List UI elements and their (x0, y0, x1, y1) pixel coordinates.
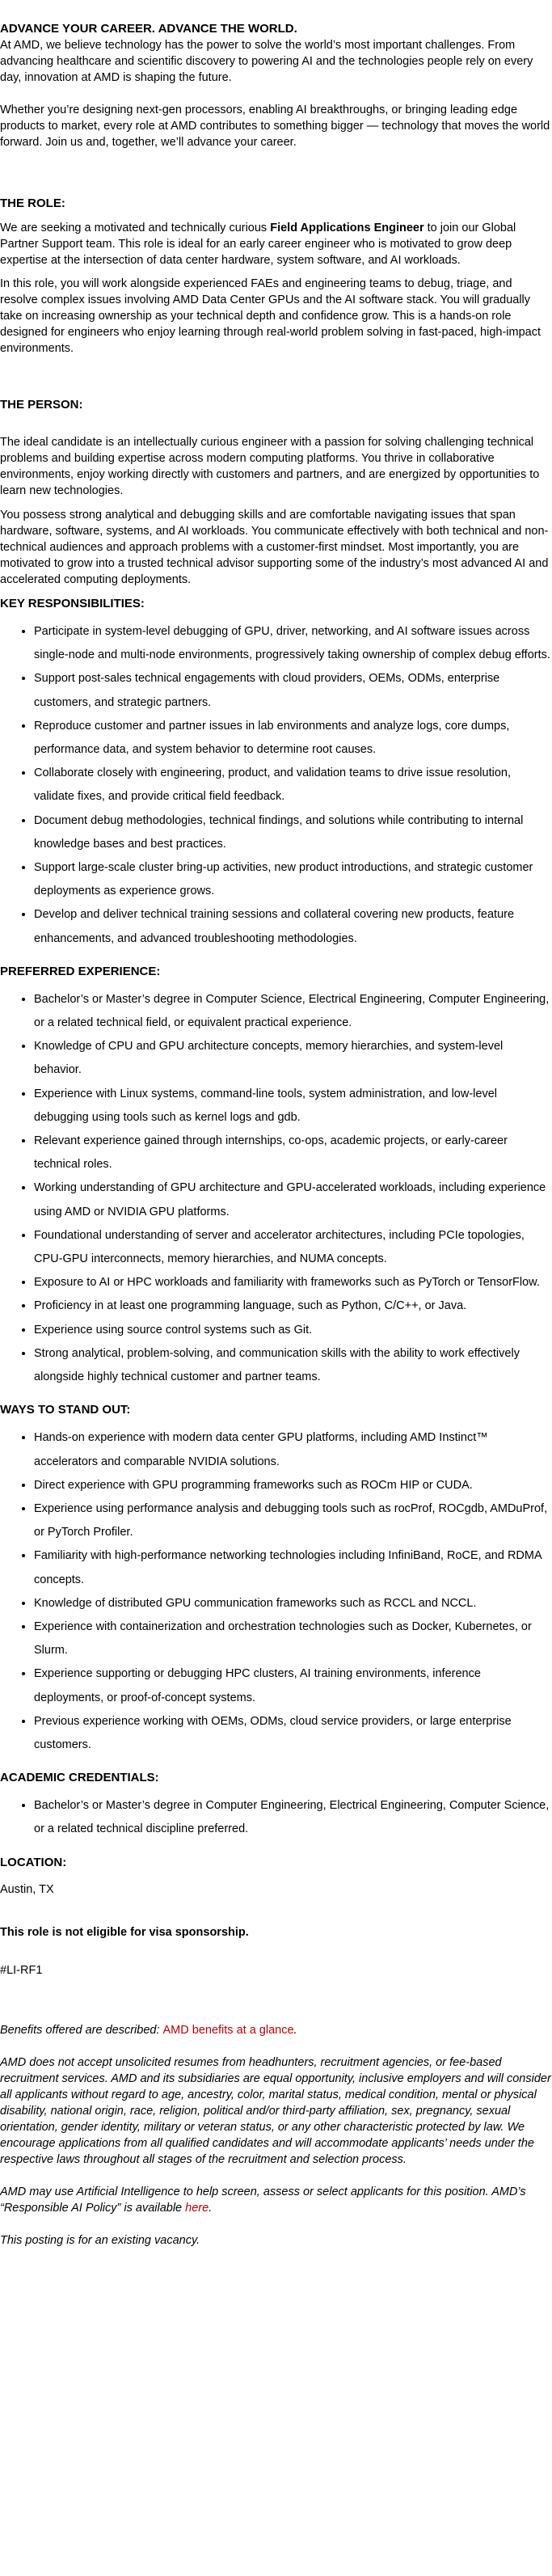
role-paragraph-1 (0, 220, 552, 268)
role-p1-before: We are seeking a motivated and technically curious (0, 222, 271, 234)
list-item: • Collaborate closely with engineering, product, and validation teams to drive issue resolution, validate fixes, and provide critical field feedback. (34, 762, 552, 809)
list-item: • Experience using performance analysis and debugging tools such as rocProf, ROCgdb, AMDuProf, or PyTorch Profiler. (34, 1497, 552, 1544)
list-item: • Knowledge of distributed GPU communication frameworks such as RCCL and NCCL. (34, 1592, 552, 1615)
list-item: • Experience supporting or debugging HPC clusters, AI training environments, inference deployments, or proof-of-concept systems. (34, 1662, 552, 1709)
ai-policy-link[interactable]: here (185, 2201, 209, 2215)
intro-heading: ADVANCE YOUR CAREER. ADVANCE THE WORLD. (0, 22, 297, 36)
location-heading: LOCATION: (0, 1855, 67, 1869)
list-item: • Relevant experience gained through internships, co-ops, academic projects, or early-career technical roles. (34, 1130, 552, 1176)
list-item: • Familiarity with high-performance networking technologies including InfiniBand, RoCE, and RDMA concepts. (34, 1544, 552, 1591)
person-heading: THE PERSON: (0, 398, 83, 412)
list-item: • Strong analytical, problem-solving, and communication skills with the ability to work effectively alongside highly technical customer and partner teams. (34, 1342, 552, 1389)
preferred-section (0, 964, 552, 1389)
preferred-heading: PREFERRED EXPERIENCE: (0, 964, 161, 978)
intro-paragraph-1: At AMD, we believe technology has the power to solve the world’s most important challenges. From advancing healthcare and scientific discovery to powering AI and the technologies people rely on every day, innovation at AMD is shaping the future. (0, 39, 533, 84)
benefits-period: . (293, 2023, 297, 2037)
list-item: • Participate in system-level debugging of GPU, driver, networking, and AI software issues across single-node and multi-node environments, progressively taking ownership of complex debug efforts. (34, 620, 552, 667)
list-item: • Experience with Linux systems, command-line tools, system administration, and low-level debugging using tools such as kernel logs and gdb. (34, 1083, 552, 1130)
location-section (0, 1855, 552, 1898)
list-item: • Reproduce customer and partner issues in lab environments and analyze logs, core dumps, performance data, and system behavior to determine root causes. (34, 715, 552, 762)
list-item: • Support large-scale cluster bring-up activities, new product introductions, and strategic customer deployments as experience grows. (34, 856, 552, 903)
eeo-statement: AMD does not accept unsolicited resumes from headhunters, recruitment agencies, or fee-based recruitment services. AMD and its subsidiaries are equal opportunity, inclusive employers and will consider all applicants without regard to age, ancestry, color, marital status, medical condition, mental or physical disability, national origin, race, religion, political and/or third-party affiliation, sex, pregnancy, sexual orientation, gender identity, military or veteran status, or any other characteristic protected by law. We encourage applications from all qualified candidates and will accommodate applicants’ needs under the respective laws throughout all stages of the recruitment and selection process. (0, 2055, 551, 2166)
responsibilities-section (0, 596, 552, 951)
list-item: • Foundational understanding of server and accelerator architectures, including PCIe topologies, CPU-GPU interconnects, memory hierarchies, and NUMA concepts. (34, 1224, 552, 1271)
intro-section (0, 21, 552, 150)
person-paragraph-2: You possess strong analytical and debugging skills and are comfortable navigating issues that span hardware, software, systems, and AI workloads. You communicate effectively with both technical and non-technical audiences and approach problems with a customer-first mindset. Most importantly, you are motivated to grow into a trusted technical advisor supporting some of the industry’s most advanced AI and accelerated computing deployments. (0, 509, 549, 586)
responsibilities-heading: KEY RESPONSIBILITIES: (0, 597, 145, 610)
list-item: • Working understanding of GPU architecture and GPU-accelerated workloads, including experience using AMD or NVIDIA GPU platforms. (34, 1176, 552, 1223)
job-tag: #LI-RF1 (0, 1963, 43, 1977)
ai-policy-statement (0, 2184, 552, 2216)
benefits-link[interactable]: AMD benefits at a glance (162, 2023, 294, 2037)
academic-list (0, 1794, 552, 1841)
intro-paragraph-2: Whether you’re designing next-gen processors, enabling AI breakthroughs, or bringing leading edge products to market, every role at AMD contributes to something bigger — technology that moves the world forward. Join us and, together, we’ll advance your career. (0, 103, 550, 149)
list-item: • Experience with containerization and orchestration technologies such as Docker, Kubernetes, or Slurm. (34, 1615, 552, 1662)
preferred-list (0, 988, 552, 1389)
list-item: • Bachelor’s or Master’s degree in Computer Science, Electrical Engineering, Computer Engineering, or a related technical field, or equivalent practical experience. (34, 988, 552, 1035)
role-heading: THE ROLE: (0, 196, 65, 210)
list-item: • Proficiency in at least one programming language, such as Python, C/C++, or Java. (34, 1294, 552, 1318)
standout-section (0, 1402, 552, 1757)
list-item: • Support post-sales technical engagements with cloud providers, OEMs, ODMs, enterprise customers, and strategic partners. (34, 667, 552, 714)
location-value: Austin, TX (0, 1882, 54, 1896)
list-item: • Direct experience with GPU programming frameworks such as ROCm HIP or CUDA. (34, 1474, 552, 1497)
role-paragraph-2: In this role, you will work alongside experienced FAEs and engineering teams to debug, triage, and resolve complex issues involving AMD Data Center GPUs and the AI software stack. You will gradually take on increasing ownership as your technical depth and confidence grow. This is a hands-on role designed for engineers who enjoy learning through real-world problem solving in fast-paced, high-impact environments. (0, 277, 541, 355)
standout-list (0, 1426, 552, 1757)
existing-vacancy-note: This posting is for an existing vacancy. (0, 2233, 200, 2247)
benefits-line (0, 2022, 552, 2038)
academic-heading: ACADEMIC CREDENTIALS: (0, 1771, 159, 1785)
list-item: • Exposure to AI or HPC workloads and familiarity with frameworks such as PyTorch or TensorFlow. (34, 1271, 552, 1294)
role-section (0, 196, 552, 357)
standout-heading: WAYS TO STAND OUT: (0, 1403, 131, 1417)
list-item: • Document debug methodologies, technical findings, and solutions while contributing to internal knowledge bases and best practices. (34, 809, 552, 856)
ai-policy-text: AMD may use Artificial Intelligence to help screen, assess or select applicants for this position. AMD’s “Responsible AI Policy” is available (0, 2185, 526, 2215)
academic-section (0, 1770, 552, 1841)
list-item: • Bachelor’s or Master’s degree in Computer Engineering, Electrical Engineering, Computer Science, or a related technical discipline preferred. (34, 1794, 552, 1841)
list-item: • Hands-on experience with modern data center GPU platforms, including AMD Instinct™ accelerators and comparable NVIDIA solutions. (34, 1426, 552, 1473)
list-item: • Knowledge of CPU and GPU architecture concepts, memory hierarchies, and system-level behavior. (34, 1035, 552, 1082)
benefits-label: Benefits offered are described: (0, 2023, 163, 2037)
list-item: • Previous experience working with OEMs, ODMs, cloud service providers, or large enterprise customers. (34, 1710, 552, 1757)
role-title: Field Applications Engineer (270, 222, 424, 234)
person-section (0, 397, 552, 588)
person-paragraph-1: The ideal candidate is an intellectually curious engineer with a passion for solving challenging technical problems and building expertise across modern computing platforms. You thrive in collaborative environments, enjoy working directly with customers and partners, and are energized by opportunities to learn new technologies. (0, 436, 540, 497)
list-item: • Develop and deliver technical training sessions and collateral covering new products, feature enhancements, and advanced troubleshooting methodologies. (34, 903, 552, 950)
ai-policy-period: . (209, 2201, 213, 2215)
visa-notice: This role is not eligible for visa sponsorship. (0, 1925, 249, 1939)
role-p1-after: to join our Global Partner Support team. This role is ideal for an early career engineer who is motivated to grow deep expertise at the intersection of data center hardware, system software, and AI workloads. (0, 222, 516, 267)
responsibilities-list (0, 620, 552, 951)
list-item: • Experience using source control systems such as Git. (34, 1319, 552, 1342)
